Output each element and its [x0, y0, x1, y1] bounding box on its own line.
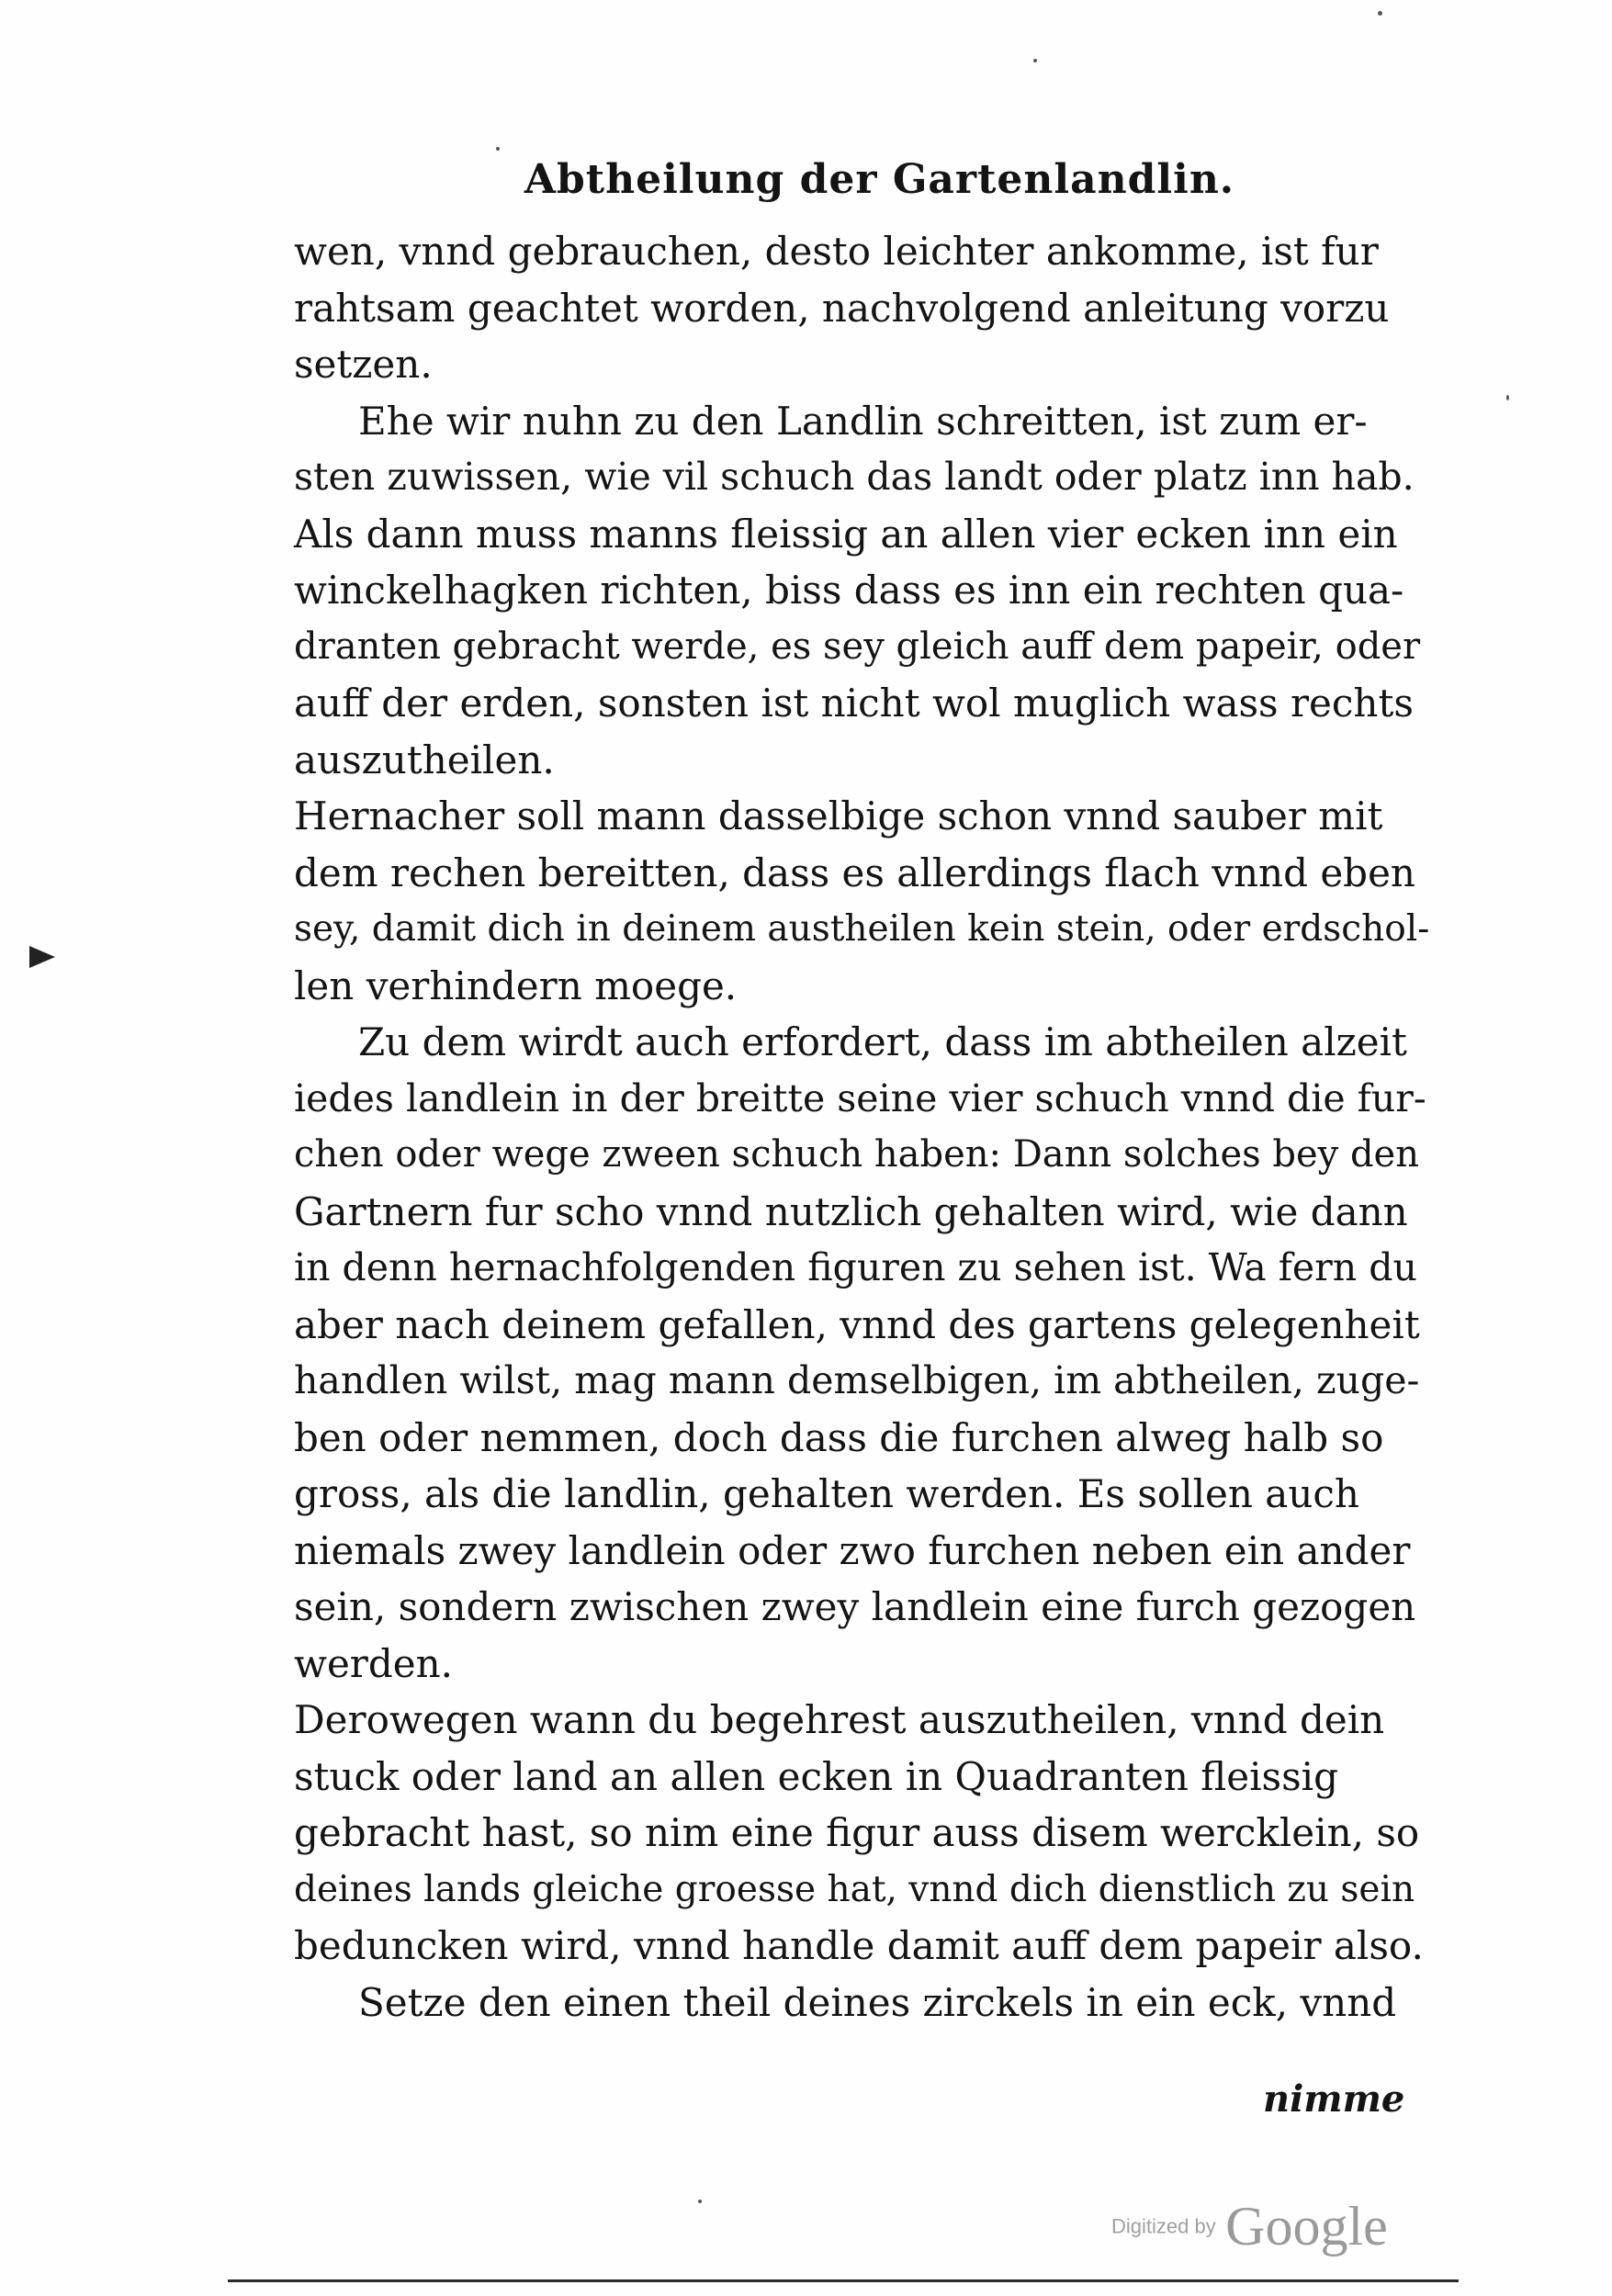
- text-line: iedes landlein in der breitte seine vier schuch vnnd die fur-: [294, 1075, 1426, 1120]
- margin-arrow-mark: [29, 946, 55, 968]
- text-line: winckelhagken richten, biss dass es inn ein rechten qua-: [294, 568, 1404, 613]
- text-line: gebracht hast, so nim eine figur auss disem wercklein, so: [294, 1810, 1420, 1855]
- running-header: Abtheilung der Gartenlandlin.: [524, 156, 1235, 203]
- text-line: Setze den einen theil deines zirckels in ein eck, vnnd: [358, 1979, 1397, 2025]
- scan-speck: [1378, 11, 1382, 16]
- text-line: len verhindern moege.: [294, 962, 738, 1008]
- digitized-watermark: [1111, 2195, 1388, 2258]
- text-line: auff der erden, sonsten ist nicht wol muglich wass rechts: [294, 681, 1414, 726]
- text-line: auszutheilen.: [294, 737, 555, 782]
- scan-speck: [1033, 59, 1037, 62]
- text-line: Als dann muss manns fleissig an allen vier ecken inn ein: [294, 511, 1398, 557]
- text-line: handlen wilst, mag mann demselbigen, im abtheilen, zuge-: [294, 1358, 1420, 1402]
- text-line: dranten gebracht werde, es sey gleich auff dem papeir, oder: [294, 625, 1421, 668]
- text-line: sey, damit dich in deinem austheilen kein stein, oder erdschol-: [294, 908, 1430, 950]
- text-line: chen oder wege zween schuch haben: Dann solches bey den: [294, 1133, 1419, 1176]
- text-line: niemals zwey landlein oder zwo furchen neben ein ander: [294, 1527, 1411, 1573]
- text-line: Ehe wir nuhn zu den Landlin schreitten, ist zum er-: [358, 398, 1368, 444]
- scan-speck: [496, 147, 500, 151]
- scan-speck: [1506, 395, 1509, 400]
- text-line: setzen.: [294, 342, 433, 387]
- text-line: dem rechen bereitten, dass es allerdings flach vnnd eben: [294, 850, 1415, 895]
- text-line: Zu dem wirdt auch erfordert, dass im abtheilen alzeit: [358, 1019, 1407, 1064]
- text-line: wen, vnnd gebrauchen, desto leichter ankomme, ist fur: [294, 229, 1379, 274]
- text-line: Hernacher soll mann dasselbige schon vnnd sauber mit: [294, 793, 1383, 838]
- text-line: beduncken wird, vnnd handle damit auff dem papeir also.: [294, 1923, 1424, 1968]
- text-line: rahtsam geachtet worden, nachvolgend anleitung vorzu: [294, 285, 1390, 331]
- text-line: deines lands gleiche groesse hat, vnnd dich dienstlich zu sein: [294, 1868, 1415, 1910]
- catchword: nimme: [1263, 2077, 1405, 2121]
- text-line: aber nach deinem gefallen, vnnd des gartens gelegenheit: [294, 1301, 1420, 1347]
- text-line: sten zuwissen, wie vil schuch das landt oder platz inn hab.: [294, 455, 1415, 499]
- text-line: sein, sondern zwischen zwey landlein eine furch gezogen: [294, 1584, 1416, 1629]
- page-body-text: [294, 223, 1437, 2031]
- text-line: gross, als die landlin, gehalten werden. Es sollen auch: [294, 1471, 1359, 1516]
- google-logo: Google: [1225, 2196, 1388, 2257]
- bottom-edge-line: [228, 2279, 1459, 2282]
- text-line: Derowegen wann du begehrest auszutheilen, vnnd dein: [294, 1697, 1385, 1742]
- digitized-by-label: Digitized by: [1111, 2214, 1216, 2238]
- text-line: Gartnern fur scho vnnd nutzlich gehalten wird, wie dann: [294, 1188, 1408, 1234]
- text-line: stuck oder land an allen ecken in Quadranten fleissig: [294, 1753, 1338, 1799]
- scan-speck: [698, 2200, 702, 2203]
- text-line: ben oder nemmen, doch dass die furchen alweg halb so: [294, 1414, 1384, 1460]
- text-line: in denn hernachfolgenden figuren zu sehen ist. Wa fern du: [294, 1245, 1417, 1289]
- text-line: werden.: [294, 1640, 454, 1686]
